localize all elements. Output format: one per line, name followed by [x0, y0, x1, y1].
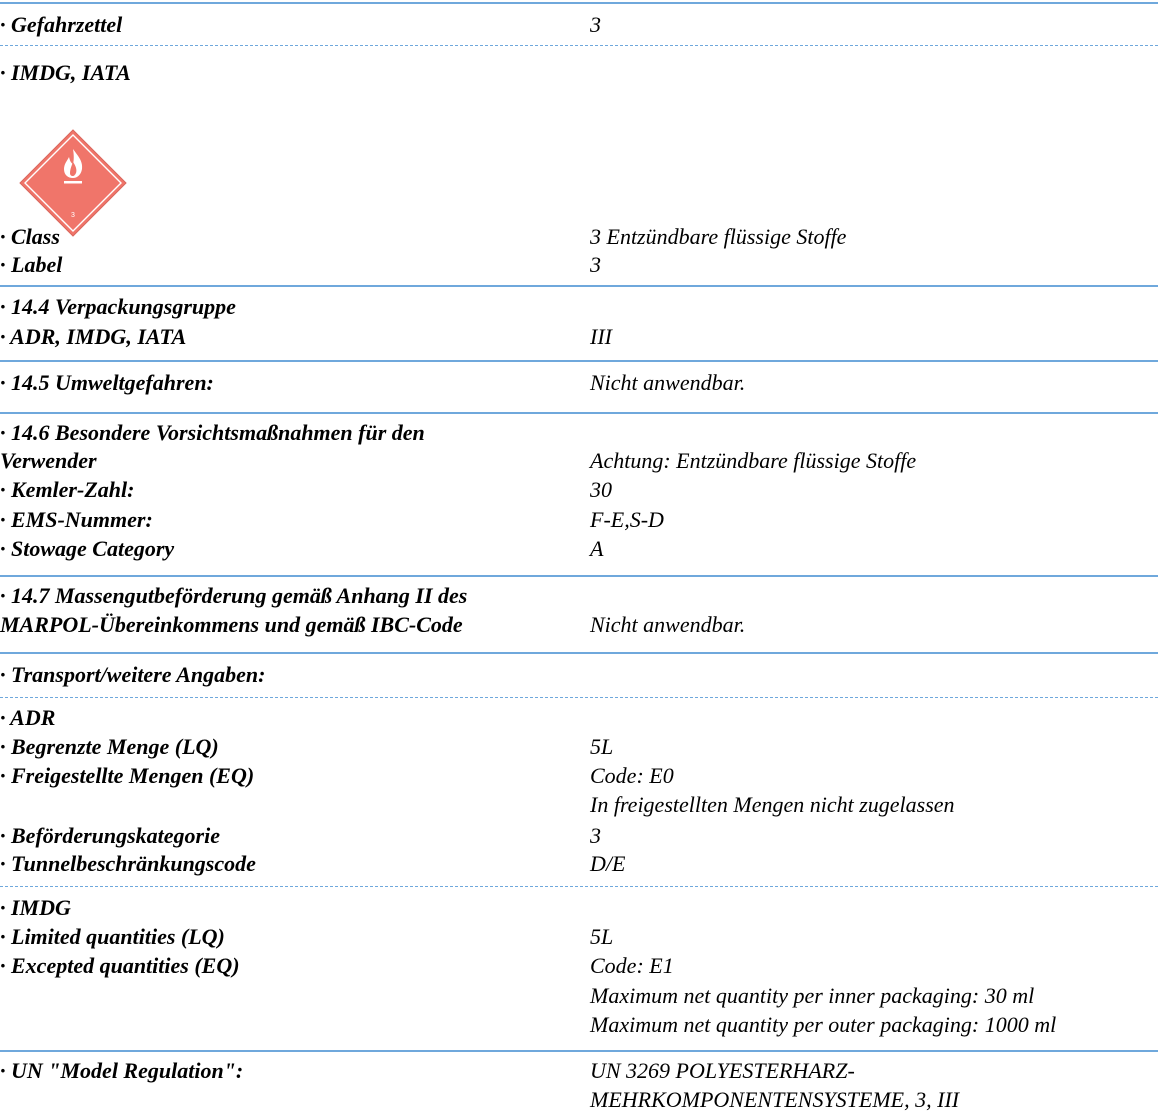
class-label: · Class — [0, 224, 60, 249]
packaging-group-label: · ADR, IMDG, IATA — [0, 324, 187, 349]
kemler-value: 30 — [590, 477, 612, 502]
kemler-label: · Kemler-Zahl: — [0, 477, 135, 502]
environmental-hazards-label: · 14.5 Umweltgefahren: — [0, 370, 214, 395]
tunnel-code-label: · Tunnelbeschränkungscode — [0, 851, 256, 876]
bulk-transport-line2: MARPOL-Übereinkommens und gemäß IBC-Code — [0, 612, 463, 637]
subsection-divider — [0, 45, 1158, 46]
hazard-class-number: 3 — [71, 212, 75, 219]
flammable-liquid-hazard-label — [19, 129, 127, 237]
imdg-lq-label: · Limited quantities (LQ) — [0, 924, 225, 949]
un-model-regulation-label: · UN "Model Regulation": — [0, 1058, 244, 1083]
imdg-eq-inner: Maximum net quantity per inner packaging: 30 ml — [590, 983, 1035, 1008]
bulk-transport-value: Nicht anwendbar. — [590, 612, 746, 637]
imdg-eq-label: · Excepted quantities (EQ) — [0, 953, 240, 978]
transport-category-value: 3 — [590, 823, 601, 848]
class-value: 3 Entzündbare flüssige Stoffe — [590, 224, 847, 249]
section-divider — [0, 285, 1158, 287]
bulk-transport-line1: · 14.7 Massengutbeförderung gemäß Anhang II des — [0, 583, 468, 608]
ems-value: F-E,S-D — [590, 507, 664, 532]
tunnel-code-value: D/E — [590, 851, 626, 876]
adr-heading: · ADR — [0, 705, 56, 730]
transport-category-label: · Beförderungskategorie — [0, 823, 220, 848]
section-divider — [0, 652, 1158, 654]
packaging-group-heading: · 14.4 Verpackungsgruppe — [0, 294, 236, 319]
imdg-heading: · IMDG — [0, 895, 71, 920]
subsection-divider — [0, 886, 1158, 887]
section-divider — [0, 1050, 1158, 1052]
transport-further-info-label: · Transport/weitere Angaben: — [0, 662, 266, 687]
adr-eq-note: In freigestellten Mengen nicht zugelassen — [590, 792, 955, 817]
precautions-value: Achtung: Entzündbare flüssige Stoffe — [590, 448, 917, 473]
imdg-iata-heading: · IMDG, IATA — [0, 60, 131, 85]
imdg-eq-code: Code: E1 — [590, 953, 674, 978]
section-divider — [0, 2, 1158, 4]
imdg-lq-value: 5L — [590, 924, 614, 949]
adr-eq-label: · Freigestellte Mengen (EQ) — [0, 763, 255, 788]
section-divider — [0, 360, 1158, 362]
environmental-hazards-value: Nicht anwendbar. — [590, 370, 746, 395]
un-model-regulation-value1: UN 3269 POLYESTERHARZ- — [590, 1058, 855, 1083]
adr-lq-label: · Begrenzte Menge (LQ) — [0, 734, 219, 759]
gefahrzettel-value: 3 — [590, 12, 601, 37]
stowage-value: A — [590, 536, 604, 561]
label-label: · Label — [0, 252, 63, 277]
section-divider — [0, 412, 1158, 414]
adr-eq-code: Code: E0 — [590, 763, 674, 788]
subsection-divider — [0, 697, 1158, 698]
packaging-group-value: III — [590, 324, 612, 349]
imdg-eq-outer: Maximum net quantity per outer packaging: 1000 ml — [590, 1012, 1057, 1037]
un-model-regulation-value2: MEHRKOMPONENTENSYSTEME, 3, III — [590, 1087, 960, 1112]
section-divider — [0, 575, 1158, 577]
precautions-heading-line2: Verwender — [0, 448, 97, 473]
label-value: 3 — [590, 252, 601, 277]
precautions-heading-line1: · 14.6 Besondere Vorsichtsmaßnahmen für den — [0, 420, 425, 445]
adr-lq-value: 5L — [590, 734, 614, 759]
stowage-label: · Stowage Category — [0, 536, 175, 561]
ems-label: · EMS-Nummer: — [0, 507, 153, 532]
gefahrzettel-label: · Gefahrzettel — [0, 12, 123, 37]
